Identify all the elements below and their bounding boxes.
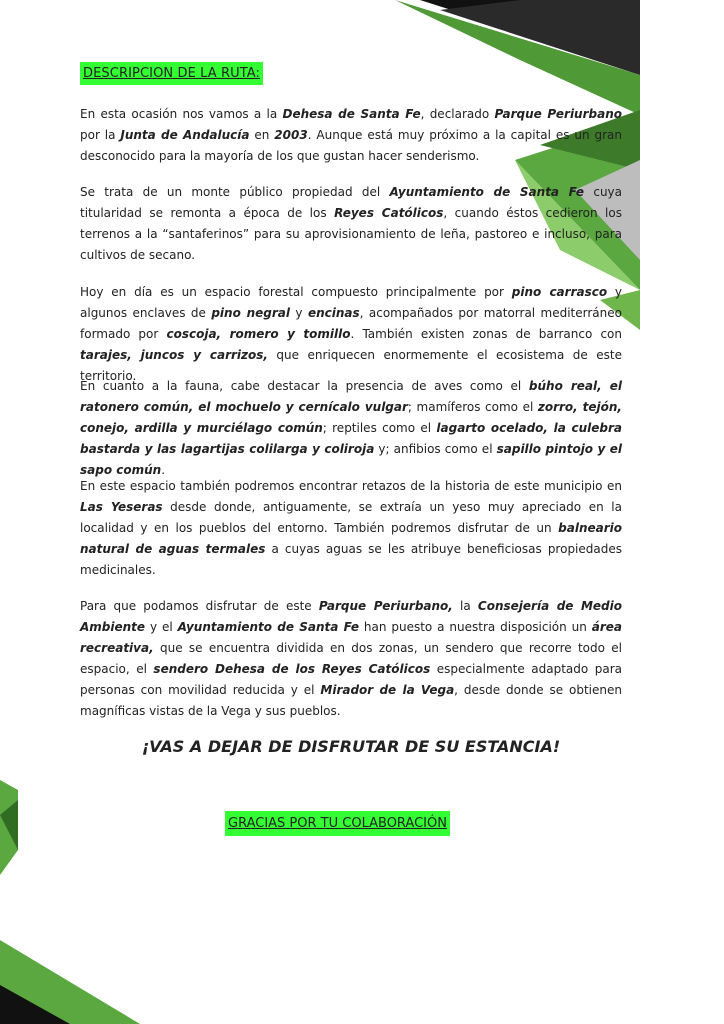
paragraph-fauna: En cuanto a la fauna, cabe destacar la presencia de aves como el búho real, el ratonero común, el mochuelo y cernícalo vulgar; mamíferos como el zorro, tejón, conejo, ardilla y murciélago común; reptiles como el lagarto ocelado, la culebra bastarda y las lagartijas colilarga y coliroja y; anfibios como el sapillo pintojo y el sapo común.: [80, 379, 623, 477]
section-heading: DESCRIPCION DE LA RUTA:: [80, 62, 263, 85]
paragraph-history: Se trata de un monte público propiedad del Ayuntamiento de Santa Fe cuya titularidad se remonta a época de los Reyes Católicos, cuando éstos cedieron los terrenos a la “santaferinos” para su aprovisionamiento de leña, pastoreo e incluso, para cultivos de secano.: [80, 185, 623, 262]
paragraph-facilities: Para que podamos disfrutar de este Parque Periurbano, la Consejería de Medio Ambiente y el Ayuntamiento de Santa Fe han puesto a nuestra disposición un área recreativa, que se encuentra dividida en dos zonas, un sendero que recorre todo el espacio, el sendero Dehesa de los Reyes Católicos especialmente adaptado para personas con movilidad reducida y el Mirador de la Vega, desde donde se obtienen magníficas vistas de la Vega y sus pueblos.: [80, 599, 623, 718]
thanks-banner: GRACIAS POR TU COLABORACIÓN: [225, 811, 450, 836]
paragraph-flora: Hoy en día es un espacio forestal compuesto principalmente por pino carrasco y algunos enclaves de pino negral y encinas, acompañados por matorral mediterráneo formado por coscoja, romero y tomillo. También existen zonas de barranco con tarajes, juncos y carrizos, que enriquecen enormemente el ecosistema de este territorio.: [80, 285, 623, 383]
slogan: ¡VAS A DEJAR DE DISFRUTAR DE SU ESTANCIA!: [141, 737, 561, 756]
paragraph-intro: En esta ocasión nos vamos a la Dehesa de Santa Fe, declarado Parque Periurbano por la Junta de Andalucía en 2003. Aunque está muy próximo a la capital es un gran desconocido para la mayoría de los que gustan hacer senderismo.: [80, 107, 622, 163]
paragraph-heritage: En este espacio también podremos encontrar retazos de la historia de este municipio en Las Yeseras desde donde, antiguamente, se extraía un yeso muy apreciado en la localidad y en los pueblos del entorno. También podremos disfrutar de un balneario natural de aguas termales a cuyas aguas se les atribuye beneficiosas propiedades medicinales.: [80, 479, 622, 577]
